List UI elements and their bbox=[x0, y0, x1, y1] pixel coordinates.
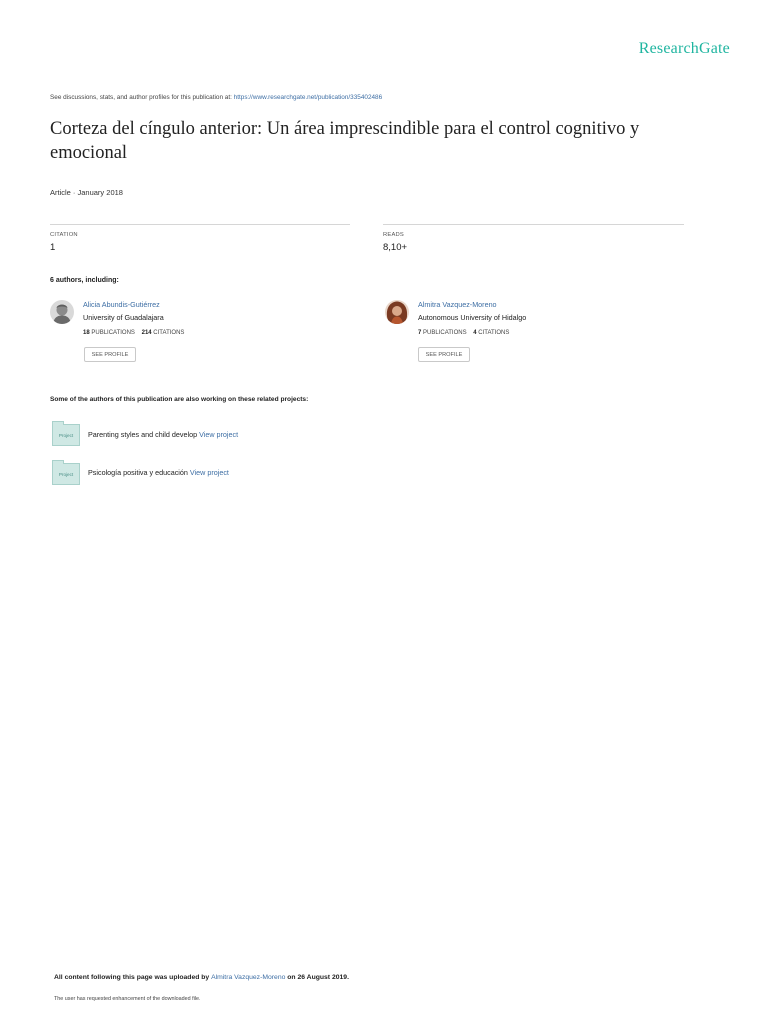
project-title: Parenting styles and child develop bbox=[88, 430, 198, 439]
author-name-link[interactable]: Almitra Vazquez-Moreno bbox=[418, 300, 497, 309]
upload-notice bbox=[54, 974, 349, 981]
see-profile-button[interactable]: SEE PROFILE bbox=[84, 347, 136, 362]
person-photo-icon bbox=[385, 300, 409, 324]
citations-label: CITATIONS bbox=[478, 330, 510, 336]
project-title: Psicología positiva y educación bbox=[88, 468, 188, 477]
project-item bbox=[88, 430, 238, 439]
publication-url-link[interactable]: https://www.researchgate.net/publication/335402486 bbox=[233, 94, 383, 101]
author-name-link[interactable]: Alicia Abundis-Gutiérrez bbox=[83, 300, 160, 309]
project-item bbox=[88, 468, 229, 477]
project-folder-icon: Project bbox=[52, 424, 80, 446]
reads-value: 8,10+ bbox=[383, 242, 408, 253]
publication-meta: Article · January 2018 bbox=[50, 188, 123, 197]
reads-label: READS bbox=[383, 232, 404, 238]
publication-source-line bbox=[50, 94, 382, 101]
authors-heading: 6 authors, including: bbox=[50, 277, 119, 284]
stats-divider-right bbox=[383, 224, 684, 225]
citation-label: CITATION bbox=[50, 232, 78, 238]
researchgate-logo[interactable]: ResearchGate bbox=[638, 40, 730, 57]
author-avatar[interactable] bbox=[50, 300, 74, 324]
source-prefix: See discussions, stats, and author profiles for this publication at: bbox=[50, 94, 234, 101]
citations-count: 214 bbox=[141, 330, 152, 336]
author-stats bbox=[418, 330, 509, 336]
author-stats bbox=[83, 330, 184, 336]
author-avatar[interactable] bbox=[385, 300, 409, 324]
publication-title: Corteza del cíngulo anterior: Un área imprescindible para el control cognitivo y emocional bbox=[50, 119, 640, 163]
upload-prefix: All content following this page was uploaded by bbox=[54, 974, 212, 981]
citations-count: 4 bbox=[473, 330, 477, 336]
publications-count: 7 bbox=[418, 330, 422, 336]
author-institution: University of Guadalajara bbox=[83, 313, 164, 322]
uploader-link[interactable]: Almitra Vazquez-Moreno bbox=[211, 974, 286, 981]
stats-divider-left bbox=[50, 224, 350, 225]
person-photo-icon bbox=[50, 300, 74, 324]
view-project-link[interactable]: View project bbox=[189, 468, 229, 477]
publications-label: PUBLICATIONS bbox=[91, 330, 135, 336]
author-institution: Autonomous University of Hidalgo bbox=[418, 313, 527, 322]
publications-label: PUBLICATIONS bbox=[423, 330, 467, 336]
publications-count: 18 bbox=[83, 330, 90, 336]
enhancement-note: The user has requested enhancement of the downloaded file. bbox=[54, 996, 201, 1002]
citations-label: CITATIONS bbox=[153, 330, 185, 336]
view-project-link[interactable]: View project bbox=[199, 430, 239, 439]
citation-value: 1 bbox=[50, 242, 56, 253]
related-projects-heading: Some of the authors of this publication are also working on these related projects: bbox=[50, 396, 309, 403]
project-folder-icon: Project bbox=[52, 463, 80, 485]
see-profile-button[interactable]: SEE PROFILE bbox=[418, 347, 470, 362]
upload-date: on 26 August 2019. bbox=[285, 974, 349, 981]
